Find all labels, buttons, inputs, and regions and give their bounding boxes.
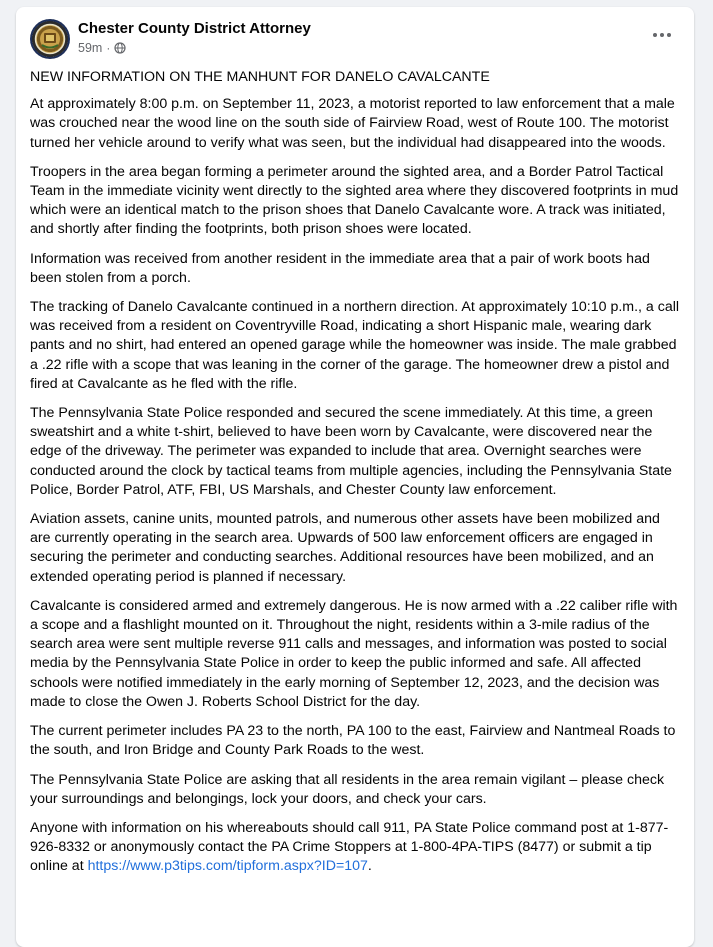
seal-graphic xyxy=(30,19,70,59)
more-dot xyxy=(653,33,657,37)
post-paragraph: The tracking of Danelo Cavalcante continued in a northern direction. At approximately 10:10 p.m., a call was received from a resident on Coventryville Road, indicating a short Hispanic male, wearing dark pants and no shirt, had entered an opened garage while the homeowner was inside. The male grabbed a .22 rifle with a scope that was leaning in the corner of the garage. The homeowner drew a pistol and fired at Cavalcante as he fled with the rifle. xyxy=(30,299,680,392)
post-card xyxy=(16,7,694,947)
contact-text: Anyone with information on his whereabouts should call 911, PA State Police command post at 1-877-926-8332 or anonymously contact the PA Crime Stoppers at 1-800-4PA-TIPS (8477) or submit a tip online at xyxy=(30,819,669,875)
post-text xyxy=(30,68,682,887)
post-headline: NEW INFORMATION ON THE MANHUNT FOR DANELO CAVALCANTE xyxy=(30,69,490,85)
post-paragraph: Cavalcante is considered armed and extremely dangerous. He is now armed with a .22 caliber rifle with a scope and a flashlight mounted on it. Throughout the night, residents within a 3-mile radius of the search area were sent multiple reverse 911 calls and messages, and information was posted to social media by the Pennsylvania State Police in order to keep the public informed and safe. All affected schools were notified immediately in the early morning of September 12, 2023, and the decision was made to close the Owen J. Roberts School District for the day. xyxy=(30,597,678,710)
county-seal-icon[interactable] xyxy=(30,19,70,59)
more-dot xyxy=(667,33,671,37)
meta-separator: · xyxy=(106,41,111,55)
tip-link[interactable]: https://www.p3tips.com/tipform.aspx?ID=107 xyxy=(87,858,368,875)
post-paragraph: At approximately 8:00 p.m. on September 11, 2023, a motorist reported to law enforcement that a male was crouched near the wood line on the south side of Fairview Road, west of Route 100. The motorist turned her vehicle around to verify what was seen, but the individual had disappeared into the woods. xyxy=(30,96,675,151)
post-paragraph: The Pennsylvania State Police are asking that all residents in the area remain vigilant – please check your surroundings and belongings, lock your doors, and check your cars. xyxy=(30,771,665,807)
contact-end: . xyxy=(367,858,372,875)
post-paragraph: The current perimeter includes PA 23 to the north, PA 100 to the east, Fairview and Nantmeal Roads to the south, and Iron Bridge and County Park Roads to the west. xyxy=(30,723,676,759)
post-time[interactable]: 59m xyxy=(78,41,103,55)
more-dot xyxy=(660,33,664,37)
globe-icon[interactable] xyxy=(114,42,126,54)
more-options-icon[interactable] xyxy=(648,25,676,45)
post-paragraph: The Pennsylvania State Police responded and secured the scene immediately. At this time, a green sweatshirt and a white t-shirt, believed to have been worn by Cavalcante, were discovered near the edge of the driveway. The perimeter was expanded to include that area. Overnight searches were conducted around the clock by tactical teams from multiple agencies, including the Pennsylvania State Police, Border Patrol, ATF, FBI, US Marshals, and Chester County law enforcement. xyxy=(30,405,672,498)
post-paragraph-contact xyxy=(30,819,682,877)
post-meta xyxy=(78,41,126,55)
page-name-link[interactable]: Chester County District Attorney xyxy=(78,20,311,37)
post-header xyxy=(16,7,694,65)
post-paragraph: Aviation assets, canine units, mounted patrols, and numerous other assets have been mobilized and are currently operating in the search area. Upwards of 500 law enforcement officers are engaged in securing the perimeter and conducting searches. Additional resources have been mobilized, and an extended operating period is planned if necessary. xyxy=(30,511,660,585)
post-paragraph: Information was received from another resident in the immediate area that a pair of work boots had been stolen from a porch. xyxy=(30,250,650,286)
post-paragraph: Troopers in the area began forming a perimeter around the sighted area, and a Border Patrol Tactical Team in the immediate vicinity went directly to the sighted area where they discovered footprints in mud which were an identical match to the prison shoes that Danelo Cavalcante wore. A track was initiated, and shortly after finding the footprints, both prison shoes were located. xyxy=(30,163,679,238)
